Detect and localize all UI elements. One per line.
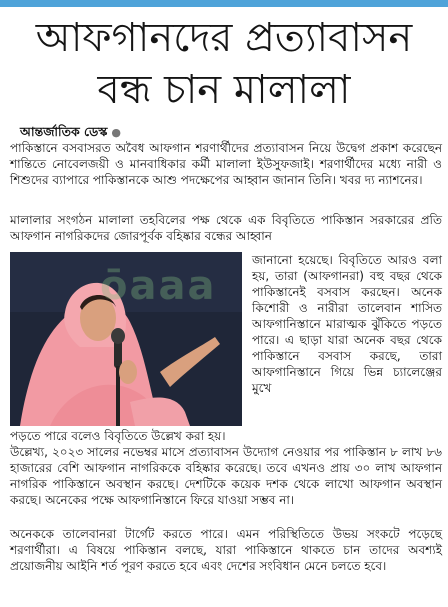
paragraph-1: পাকিস্তানে বসবাসরত অবৈধ আফগান শরণার্থীদের প্রত্যাবাসন নিয়ে উদ্বেগ প্রকাশ করেছেন শান্তিতে নোবেলজয়ী ও মানবাধিকার কর্মী মালালা ইউসুফজাই। শরণার্থীদের মধ্যে নারী ও শিশুদের ব্যাপারে পাকিস্তানকে আশু পদক্ষেপের আহ্বান জানান তিনি। খবর দ্য ন্যাশনের। <box>10 141 442 187</box>
headline-line-2: বন্ধ চান মালালা <box>97 67 351 113</box>
dateline-text: আন্তর্জাতিক ডেস্ক <box>20 124 108 139</box>
bullet-icon: ● <box>111 126 121 139</box>
accent-bar <box>0 0 448 7</box>
paragraph-2-wrap: জানানো হয়েছে। বিবৃতিতে আরও বলা হয়, তারা (আফগানরা) বহু বছর থেকে পাকিস্তানেই বসবাস করছেন। অনেক কিশোরী ও নারীরা তালেবান শাসিত আফগানিস্তানে মারাত্মক ঝুঁকিতে পড়তে পারে। এ ছাড়া যারা অনেক বছর থেকে পাকিস্তানে বসবাস করছে, তারা আফগানিস্তানে গিয়ে ভিন্ন চ্যালেঞ্জের মুখে <box>252 253 442 395</box>
malala-photo <box>10 252 242 426</box>
paragraph-4: অনেককে তালেবানরা টার্গেট করতে পারে। এমন পরিস্থিতিতে উভয় সংকটে পড়েছে শরণার্থীরা। এ বিষয়ে পাকিস্তান বলছে, যারা পাকিস্তানে থাকতে চান তাদের অবশ্যই প্রয়োজনীয় আইনি শর্ত পূরণ করতে হবে এবং দেশের সংবিধান মেনে চলতে হবে। <box>10 527 442 573</box>
headline <box>0 12 448 116</box>
paragraph-2-intro: মালালার সংগঠন মালালা তহবিলের পক্ষ থেকে এক বিবৃতিতে পাকিস্তান সরকারের প্রতি আফগান নাগরিকদের জোরপূর্বক বহিষ্কার বন্ধের আহ্বান <box>10 213 442 243</box>
paragraph-3: উল্লেখ্য, ২০২৩ সালের নভেম্বর মাসে প্রত্যাবাসন উদ্যোগ নেওয়ার পর পাকিস্তান ৮ লাখ ৮৬ হাজারের বেশি আফগান নাগরিককে বহিষ্কার করেছে। তবে এখনও প্রায় ৩০ লাখ আফগান নাগরিক পাকিস্তানে অবস্থান করছে। দেশটিকে কয়েক দশক থেকে লাখো আফগান অবস্থান করছে। অনেকের পক্ষে আফগানিস্তানে ফিরে যাওয়া সম্ভব না। <box>10 445 442 507</box>
paragraph-2-end: পড়তে পারে বলেও বিবৃতিতে উল্লেখ করা হয়। <box>10 429 226 443</box>
headline-line-1: আফগানদের প্রত্যাবাসন <box>35 15 413 61</box>
watermark: ōaaa <box>100 263 217 309</box>
